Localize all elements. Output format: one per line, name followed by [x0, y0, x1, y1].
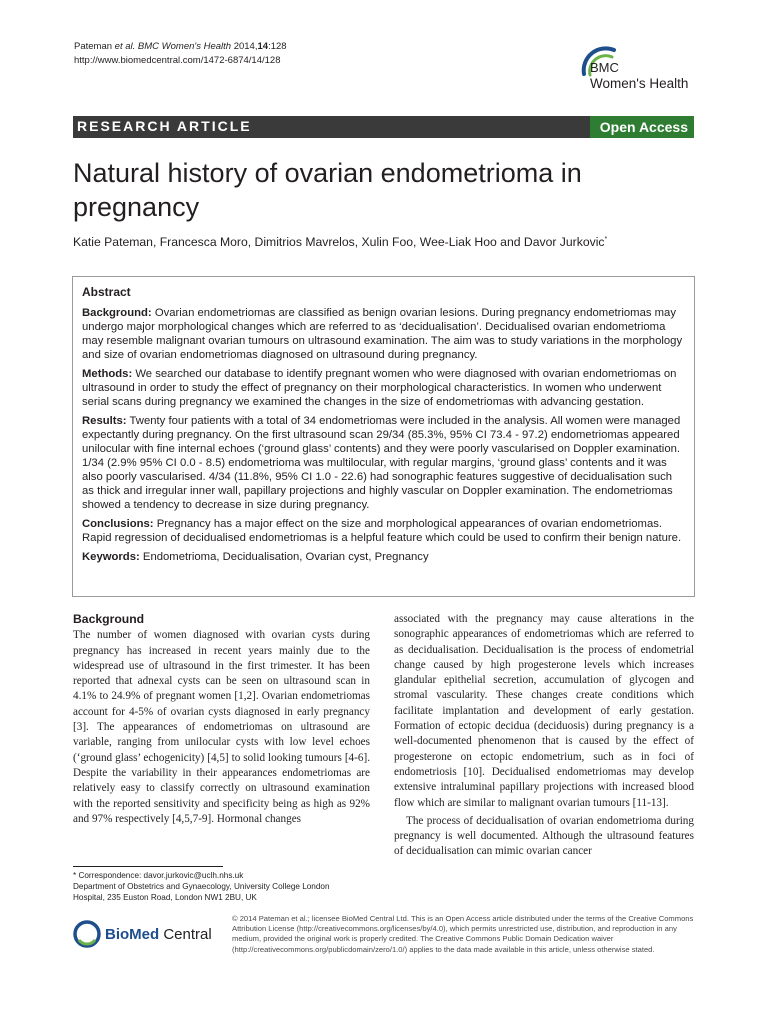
- correspondence-footnote: [73, 870, 373, 904]
- footnote-divider: [73, 866, 223, 867]
- correspondence-email[interactable]: * Correspondence: davor.jurkovic@uclh.nhs.uk: [73, 871, 244, 880]
- bmc-logo-text: BMC: [590, 60, 619, 75]
- keywords-text: Endometrioma, Decidualisation, Ovarian cyst, Pregnancy: [142, 551, 429, 563]
- abstract-methods-label: Methods:: [82, 368, 133, 380]
- abstract-results-label: Results:: [82, 415, 127, 427]
- biomed-wordmark-rest: Central: [159, 926, 212, 943]
- article-type: RESEARCH ARTICLE: [77, 118, 252, 134]
- biomed-central-circle-icon: [73, 920, 101, 948]
- abstract-results: [82, 414, 687, 512]
- copyright-notice: © 2014 Pateman et al.; licensee BioMed Central Ltd. This is an Open Access article distributed under the terms of the Creative Commons Attribution License (http://creativecommons.org/licenses/by/4.0), which permits unrestricted use, distribution, and reproduction in any medium, provided the original work is properly credited. The Creative Commons Public Domain Dedication waiver (http://creativecommons.org/publicdomain/zero/1.0/) applies to the data made available in this article, unless otherwise stated.: [232, 914, 694, 954]
- abstract-conclusions-label: Conclusions:: [82, 518, 154, 530]
- abstract-keywords: [82, 550, 687, 564]
- body-left-column: [73, 612, 370, 827]
- abstract-methods-text: We searched our database to identify pregnant women who were diagnosed with ovarian endometriomas on ultrasound in order to study the effect of pregnancy on their morphological characteristics. In women who underwent serial scans during pregnancy we examined the changes in the size of endometriomas with advancing gestation.: [82, 368, 677, 408]
- keywords-label: Keywords:: [82, 551, 140, 563]
- abstract-background-label: Background:: [82, 307, 152, 319]
- abstract-conclusions-text: Pregnancy has a major effect on the size and morphological appearances of ovarian endometriomas. Rapid regression of decidualised endometriomas is a helpful feature which could be used to confirm their benign nature.: [82, 518, 682, 544]
- open-access-badge: Open Access: [590, 116, 694, 138]
- biomed-central-wordmark: [105, 926, 212, 943]
- abstract-results-text: Twenty four patients with a total of 34 endometriomas were included in the analysis. All women were managed expectantly during pregnancy. On the first ultrasound scan 29/34 (85.3%, 95% CI 73.4 - 97.2) endometriomas appeared unilocular with fine internal echoes (‘ground glass’ contents) and they were poorly vascularised on Doppler examination. 1/34 (2.9% 95% CI 0.0 - 8.5) endometrioma was multilocular, with regular margins, ‘ground glass’ contents and it was also poorly vascularised. 4/34 (11.8%, 95% CI 1.0 - 22.6) had sonographic features suggestive of decidualisation such as thick and irregular inner wall, papillary projections and highly vascular on Doppler examination. The endometriomas showed a tendency to decrease in size during pregnancy.: [82, 415, 681, 511]
- author-list: [73, 235, 693, 249]
- affiliation-line: Hospital, 235 Euston Road, London NW1 2BU, UK: [73, 893, 257, 903]
- abstract-background: [82, 306, 687, 362]
- body-paragraph: The number of women diagnosed with ovarian cysts during pregnancy has increased in recent years mainly due to the widespread use of ultrasound in the first trimester. It has been reported that adnexal cysts can be seen on ultrasound scan in 4.1% to 24.9% of pregnant women [1,2]. Ovarian endometriomas account for 4-5% of ovarian cysts diagnosed in early pregnancy [3]. The appearances of endometriomas on ultrasound are variable, ranging from unilocular cysts with low level echoes (‘ground glass’ echogenicity) [4,5] to solid looking tumours [4-6]. Despite the variability in their appearances endometriomas are relatively easy to classify correctly on ultrasound examination with the reported sensitivity and specificity being as high as 92% and 97% respectively [4,5,7-9]. Hormonal changes: [73, 629, 370, 825]
- section-heading-background: Background: [73, 612, 145, 626]
- title-line-2: pregnancy: [73, 192, 200, 222]
- abstract-heading: Abstract: [82, 285, 131, 299]
- bmc-womens-health-logo: [572, 44, 702, 94]
- citation-line: [74, 40, 287, 54]
- journal-citation: [74, 40, 287, 68]
- title-line-1: Natural history of ovarian endometrioma in: [73, 158, 582, 188]
- abstract-conclusions: [82, 517, 687, 545]
- body-paragraph: associated with the pregnancy may cause alterations in the sonographic appearances of endometriomas which are referred to as decidualisation. Decidualisation is the process of endometrial change caused by high progesterone levels which increases glandular epithelial secretion, accumulation of glycogen and stromal vascularity. These changes create conditions which facilitate implantation and development of early gestation. Formation of ectopic decidua (deciduosis) during pregnancy is a well-documented phenomenon that is caused by the effect of progesterone on ectopic endometrium, such as in foci of endometriosis [10]. Decidualised endometriomas may develop extensive intraluminal papillary projections with increased blood flow which are similar to malignant ovarian tumours [11-13].: [394, 613, 694, 809]
- citation-journal: et al. BMC Women's Health: [114, 41, 232, 52]
- affiliation-line: Department of Obstetrics and Gynaecology, University College London: [73, 882, 330, 892]
- abstract-methods: [82, 367, 687, 409]
- corresponding-author-mark: *: [604, 235, 608, 243]
- authors-text: Katie Pateman, Francesca Moro, Dimitrios Mavrelos, Xulin Foo, Wee-Liak Hoo and Davor Jurkovic: [73, 235, 605, 249]
- body-right-column: [394, 612, 694, 860]
- citation-author: Pateman: [74, 41, 113, 52]
- body-paragraph: The process of decidualisation of ovarian endometrioma during pregnancy is well documented. Although the ultrasound features of decidualisation can mimic ovarian cancer: [394, 814, 694, 858]
- biomed-wordmark-bold: BioMed: [105, 926, 160, 943]
- citation-article: :128: [268, 41, 287, 52]
- journal-name: Women's Health: [590, 76, 689, 91]
- citation-year: 2014,: [233, 41, 258, 52]
- citation-volume: 14: [257, 41, 269, 52]
- abstract-background-text: Ovarian endometriomas are classified as benign ovarian lesions. During pregnancy endometriomas may undergo major morphological changes which are referred to as ‘decidualisation’. Decidualised ovarian endometrioma may resemble malignant ovarian tumours on ultrasound examination. The aim was to study variations in the morphology and size of ovarian endometriomas diagnosed on ultrasound during pregnancy.: [82, 307, 683, 361]
- biomed-central-logo: [73, 918, 223, 950]
- article-title: [73, 156, 693, 224]
- article-url[interactable]: http://www.biomedcentral.com/1472-6874/14/128: [74, 55, 281, 66]
- abstract-box: [72, 276, 695, 597]
- article-type-banner: [73, 116, 694, 138]
